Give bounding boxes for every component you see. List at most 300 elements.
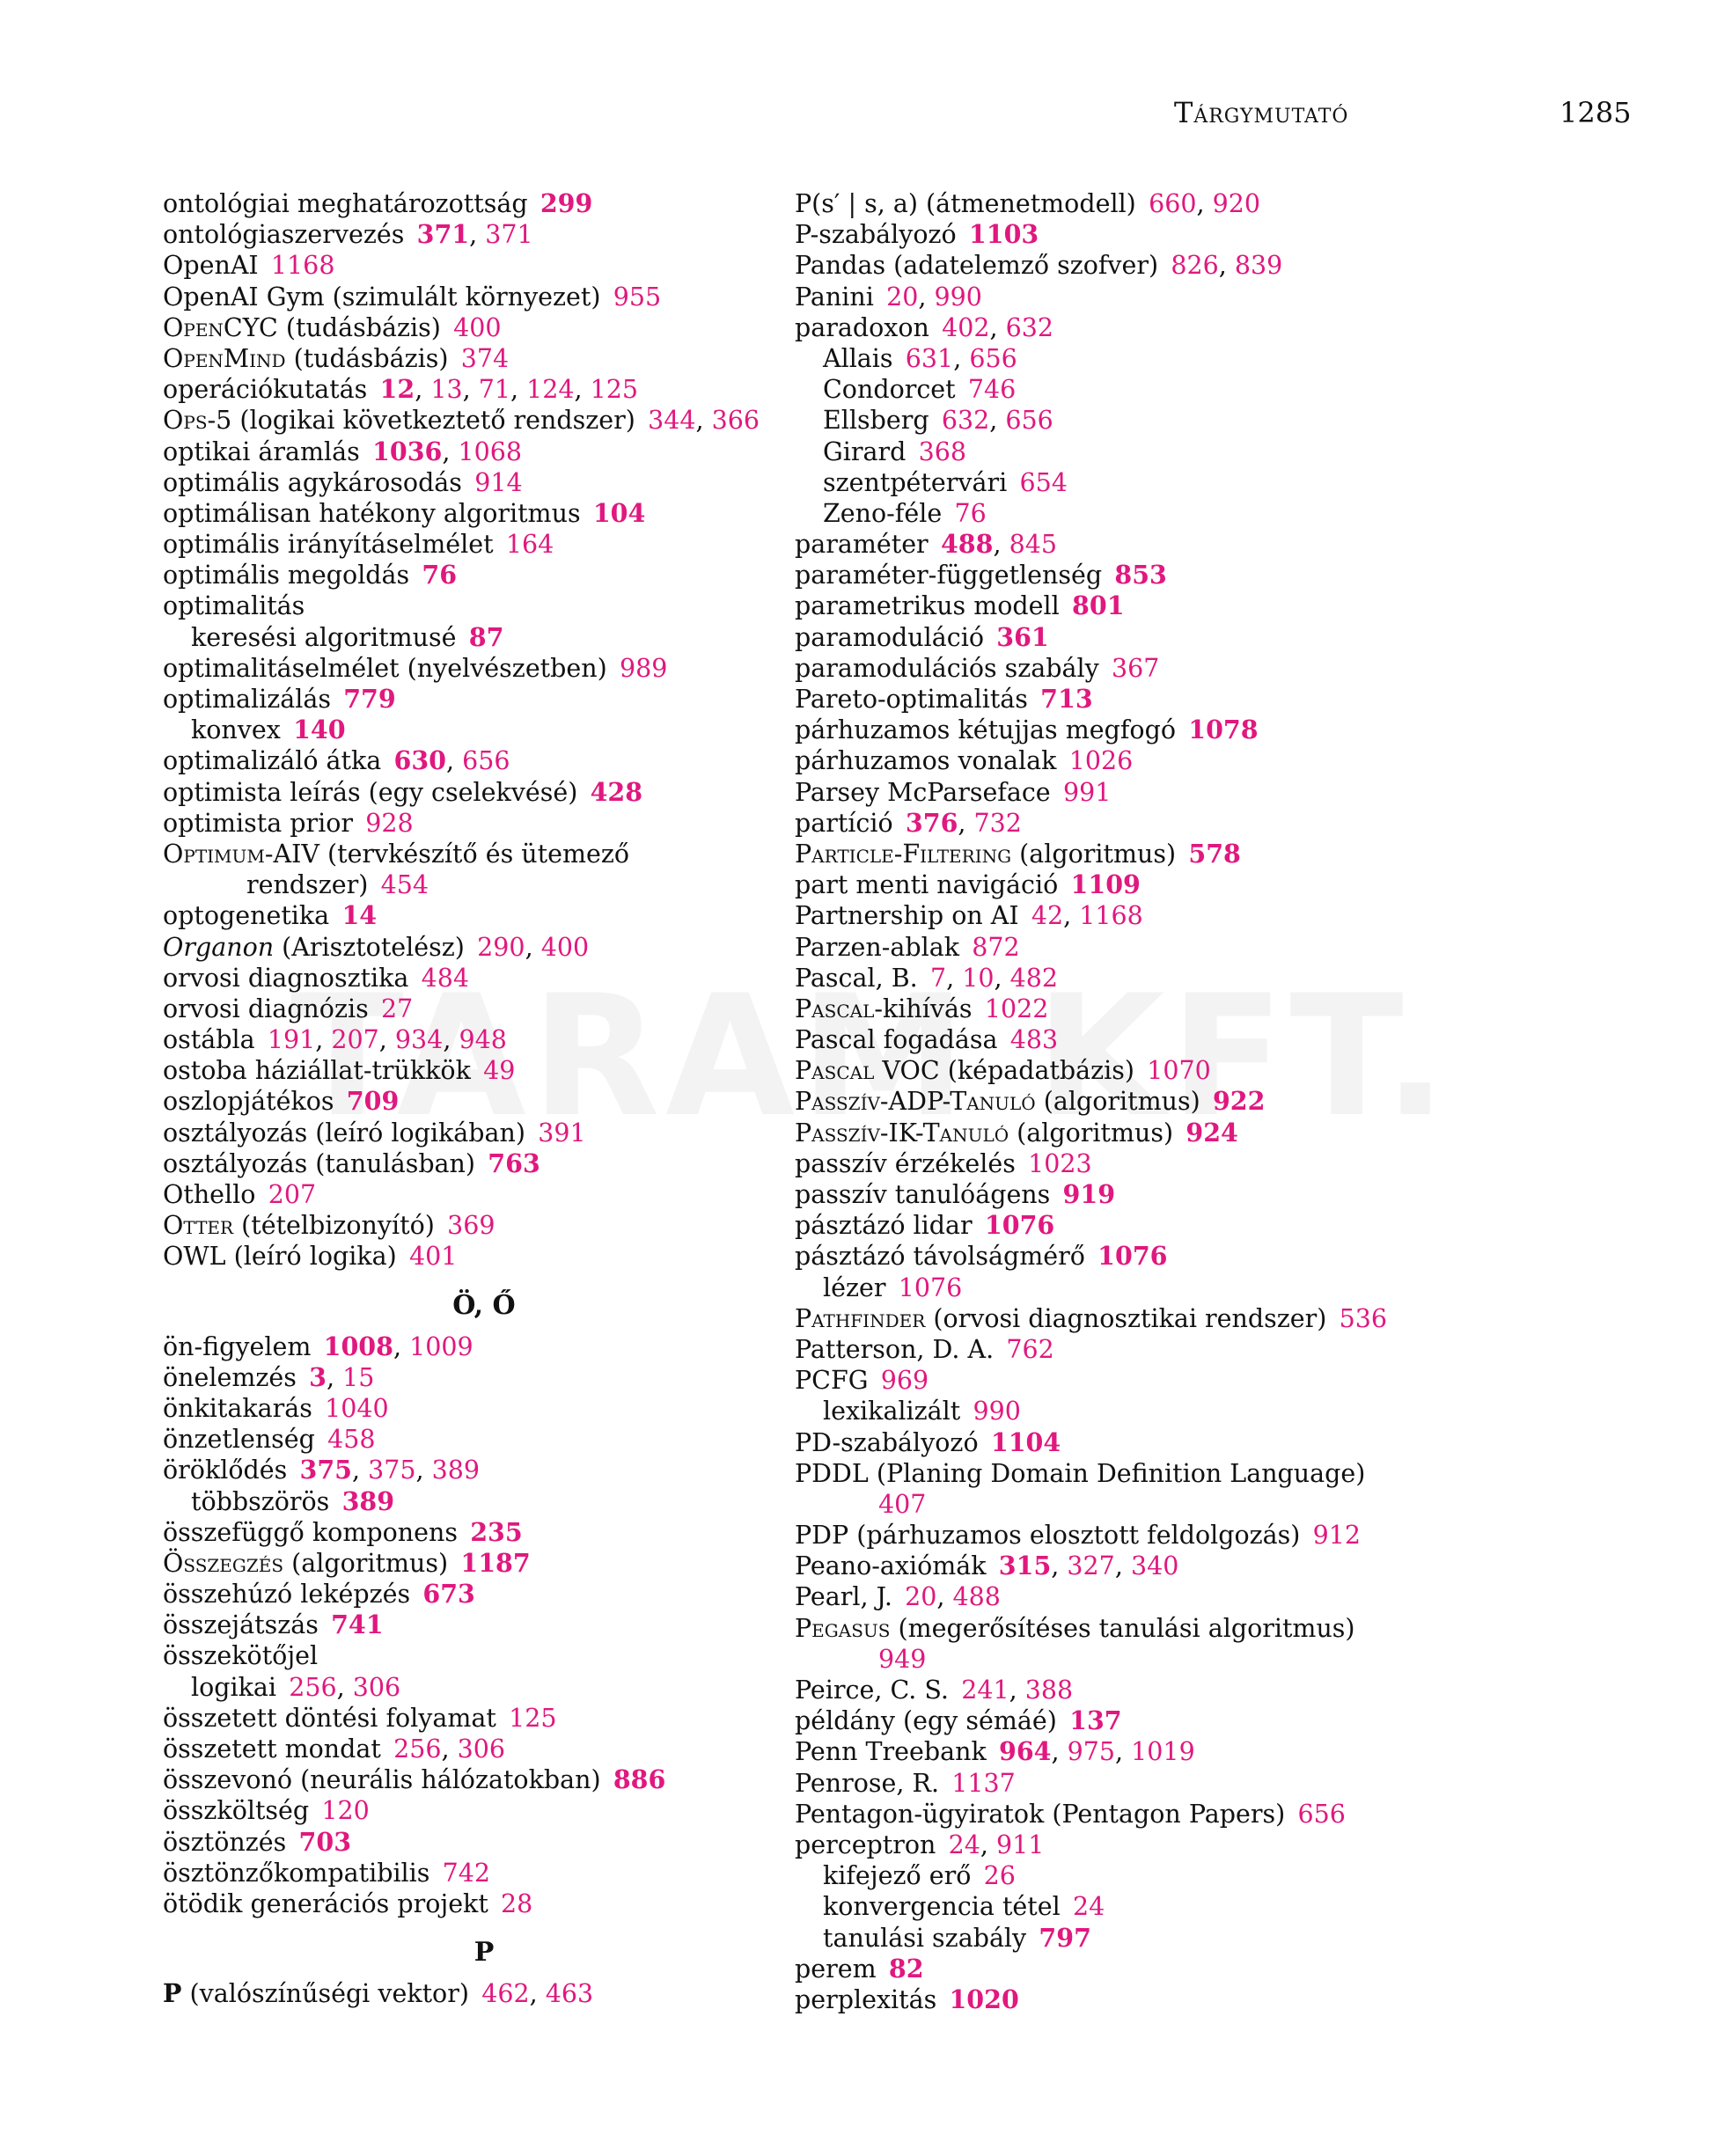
page-reference: 10 xyxy=(962,963,995,993)
entry-term: összefüggő komponens xyxy=(163,1517,458,1547)
entry-term: példány (egy sémáé) xyxy=(795,1706,1057,1736)
entry-term-smallcaps: Optimum-AIV xyxy=(163,839,319,869)
page-reference: 256 xyxy=(289,1672,337,1702)
index-entry xyxy=(163,560,805,590)
index-entry xyxy=(795,839,1587,869)
page-reference: 578 xyxy=(1188,838,1241,869)
page-reference: 656 xyxy=(969,343,1017,373)
entry-term: optimalitás xyxy=(163,591,305,621)
page-reference: 315 xyxy=(998,1551,1052,1581)
entry-term: (képadatbázis) xyxy=(939,1056,1135,1086)
page-reference: 407 xyxy=(878,1489,927,1519)
index-entry xyxy=(163,684,805,715)
index-entry: perceptron 24, 911 xyxy=(795,1830,1045,1859)
entry-term: oszlopjátékos xyxy=(163,1087,334,1117)
index-entry xyxy=(163,1424,805,1455)
page-reference: 826 xyxy=(1171,251,1219,281)
index-entry: Peano-axiómák 315, 327, 340 xyxy=(795,1551,1179,1581)
index-entry: Pascal, B. 7, 10, 482 xyxy=(795,963,1059,993)
page-reference: 1009 xyxy=(409,1331,473,1361)
index-entry: P (valószínűségi vektor) 462, 463 xyxy=(163,1978,594,2009)
entry-term: Pandas (adatelemző szofver) xyxy=(795,251,1159,281)
page-reference: 26 xyxy=(983,1861,1016,1891)
index-entry xyxy=(163,1703,805,1734)
page-reference: 241 xyxy=(961,1676,1009,1705)
page-reference: 458 xyxy=(327,1425,376,1455)
index-entry: ostábla 191, 207, 934, 948 xyxy=(163,1025,507,1055)
index-entry xyxy=(163,467,805,498)
page-reference: 207 xyxy=(331,1025,379,1055)
entry-term: Panini xyxy=(795,282,874,312)
page-reference: 42 xyxy=(1031,901,1064,931)
index-entry: P(s′ | s, a) (átmenetmodell) 660, 920 xyxy=(795,189,1260,218)
page-reference: 1137 xyxy=(951,1768,1016,1798)
index-entry xyxy=(795,1086,1587,1117)
entry-term: passzív érzékelés xyxy=(795,1148,1016,1178)
page-reference: 741 xyxy=(331,1610,384,1640)
index-entry: operációkutatás 12, 13, 71, 124, 125 xyxy=(163,374,639,405)
page-reference: 1168 xyxy=(270,251,335,281)
page-reference: 1019 xyxy=(1131,1737,1195,1767)
page-reference: 28 xyxy=(501,1888,533,1918)
entry-term: optimista prior xyxy=(163,808,354,838)
page-reference: 709 xyxy=(346,1086,400,1117)
entry-term: Parzen-ablak xyxy=(795,932,959,962)
index-subentry xyxy=(163,715,805,745)
page-reference: 673 xyxy=(422,1579,475,1610)
page-reference: 934 xyxy=(394,1025,444,1055)
page-reference: 482 xyxy=(1009,963,1059,993)
entry-term: önzetlenség xyxy=(163,1425,315,1455)
page-reference: 125 xyxy=(509,1703,557,1733)
page-reference: 400 xyxy=(540,932,590,962)
section-heading: P xyxy=(473,1937,495,1969)
entry-term-bold: P xyxy=(163,1978,182,2009)
entry-term: Girard xyxy=(823,436,907,466)
entry-term: ostábla xyxy=(163,1025,255,1055)
index-entry xyxy=(163,1579,805,1610)
index-subentry xyxy=(795,1396,1587,1426)
index-subentry xyxy=(795,1272,1587,1303)
entry-term-smallcaps: Pegasus xyxy=(795,1613,891,1643)
index-entry xyxy=(163,1118,805,1148)
entry-term: optimalizáló átka xyxy=(163,746,382,776)
entry-term-smallcaps: Passzív-IK-Tanuló xyxy=(795,1118,1009,1148)
entry-term: lézer xyxy=(823,1272,886,1302)
entry-term: Condorcet xyxy=(823,375,956,405)
page-reference: 428 xyxy=(590,776,643,807)
page-reference: 1104 xyxy=(990,1426,1061,1457)
page-reference: 845 xyxy=(1009,530,1057,560)
page-reference: 1020 xyxy=(949,1984,1019,2014)
index-entry xyxy=(163,1858,805,1888)
page-reference: 839 xyxy=(1234,251,1283,281)
entry-term: (algoritmus) xyxy=(1011,839,1177,869)
index-subentry xyxy=(795,1891,1587,1922)
entry-term: logikai xyxy=(191,1672,277,1702)
page-reference: 922 xyxy=(1212,1086,1266,1117)
page-reference: 1070 xyxy=(1147,1056,1211,1086)
index-entry xyxy=(795,1458,1587,1520)
entry-term: lexikalizált xyxy=(823,1397,961,1426)
entry-term: ön-figyelem xyxy=(163,1331,312,1361)
entry-term: Ellsberg xyxy=(823,406,929,436)
page-reference: 376 xyxy=(905,807,958,838)
entry-term: Partnership on AI xyxy=(795,901,1019,931)
entry-term: paramodulációs szabály xyxy=(795,653,1099,683)
index-entry xyxy=(163,1610,805,1640)
index-entry xyxy=(795,1118,1587,1148)
entry-term: Pascal fogadása xyxy=(795,1025,998,1055)
page-reference: 24 xyxy=(1072,1892,1105,1922)
page-reference: 1068 xyxy=(458,436,523,466)
page-reference: 990 xyxy=(973,1397,1021,1426)
index-entry xyxy=(163,1764,805,1795)
entry-term: PDP (párhuzamos elosztott feldolgozás) xyxy=(795,1521,1301,1551)
index-entry xyxy=(163,1210,805,1241)
page-reference: 49 xyxy=(483,1056,516,1086)
running-head: Tárgymutató xyxy=(1174,96,1349,129)
entry-term: Pareto-optimalitás xyxy=(795,685,1028,714)
entry-term: optimálisan hatékony algoritmus xyxy=(163,498,581,528)
index-entry: paraméter 488, 845 xyxy=(795,529,1057,560)
page-reference: 14 xyxy=(341,900,378,931)
page-reference: 207 xyxy=(268,1180,317,1210)
entry-term: optimalizálás xyxy=(163,685,331,714)
index-entry: Organon (Arisztotelész) 290, 400 xyxy=(163,932,590,962)
entry-term-smallcaps: Összegzés xyxy=(163,1548,284,1578)
page-reference: 762 xyxy=(1006,1334,1054,1364)
entry-term: (algoritmus) xyxy=(1035,1087,1200,1117)
entry-term: OpenAI Gym (szimulált környezet) xyxy=(163,282,601,312)
page-reference: 886 xyxy=(613,1764,666,1795)
entry-term: pásztázó távolságmérő xyxy=(795,1242,1085,1272)
entry-term: párhuzamos vonalak xyxy=(795,746,1057,776)
entry-term: Pascal, B. xyxy=(795,963,918,993)
page-reference: 391 xyxy=(538,1118,586,1148)
entry-term: Penrose, R. xyxy=(795,1768,940,1798)
entry-term: optimális megoldás xyxy=(163,561,410,590)
entry-term: orvosi diagnózis xyxy=(163,994,369,1023)
entry-term: többszörös xyxy=(191,1486,330,1516)
page-reference: 369 xyxy=(447,1211,495,1241)
index-entry xyxy=(163,529,805,560)
page-reference: 76 xyxy=(422,560,458,590)
index-subentry: Ellsberg 632, 656 xyxy=(823,406,1053,436)
index-entry: ön-figyelem 1008, 1009 xyxy=(163,1331,473,1361)
entry-term-smallcaps: Passzív-ADP-Tanuló xyxy=(795,1087,1036,1117)
page-reference: 76 xyxy=(954,498,987,528)
index-entry: Pandas (adatelemző szofver) 826, 839 xyxy=(795,251,1283,281)
entry-term: Peano-axiómák xyxy=(795,1551,987,1581)
page-reference: 990 xyxy=(934,282,982,312)
page-reference: 654 xyxy=(1019,467,1068,497)
page-reference: 368 xyxy=(918,436,967,466)
page-reference: 299 xyxy=(540,188,593,218)
page-reference: 1022 xyxy=(984,994,1049,1023)
index-entry xyxy=(163,282,805,312)
index-entry xyxy=(795,1334,1587,1365)
entry-term: perplexitás xyxy=(795,1984,937,2014)
index-entry: partíció 376, 732 xyxy=(795,807,1022,838)
entry-term: Patterson, D. A. xyxy=(795,1334,995,1364)
page-reference: 20 xyxy=(905,1582,937,1612)
entry-term: ösztönzőkompatibilis xyxy=(163,1858,430,1888)
entry-continuation xyxy=(795,1489,1587,1520)
index-subentry xyxy=(795,374,1587,405)
index-entry xyxy=(163,900,805,931)
entry-term: párhuzamos kétujjas megfogó xyxy=(795,715,1176,745)
page-reference: 801 xyxy=(1072,590,1125,621)
page-reference: 306 xyxy=(352,1672,401,1702)
page-reference: 1076 xyxy=(898,1272,963,1302)
index-entry xyxy=(163,994,805,1024)
page-reference: 949 xyxy=(878,1644,927,1674)
entry-term: összekötőjel xyxy=(163,1641,319,1671)
page-reference: 914 xyxy=(474,467,523,497)
entry-term: tanulási szabály xyxy=(823,1923,1027,1953)
page-reference: 1168 xyxy=(1079,901,1143,931)
entry-term: partíció xyxy=(795,808,893,838)
index-entry xyxy=(795,1365,1587,1396)
entry-term: optimista leírás (egy cselekvésé) xyxy=(163,777,578,807)
page-reference: 1036 xyxy=(372,436,443,466)
index-entry xyxy=(163,312,805,343)
index-entry xyxy=(795,1024,1587,1055)
index-entry: Pearl, J. 20, 488 xyxy=(795,1582,1001,1612)
entry-term: optikai áramlás xyxy=(163,436,360,466)
page-reference: 948 xyxy=(459,1025,507,1055)
index-entry xyxy=(795,1984,1587,2015)
section-heading: Ö, Ő xyxy=(452,1289,516,1321)
entry-term: Penn Treebank xyxy=(795,1737,987,1767)
page-reference: 124 xyxy=(526,375,575,405)
entry-term: Zeno-féle xyxy=(823,498,943,528)
page-reference: 742 xyxy=(442,1858,491,1888)
entry-term-smallcaps: Pascal VOC xyxy=(795,1056,940,1086)
index-entry: összetett mondat 256, 306 xyxy=(163,1734,505,1764)
entry-term: (tudásbázis) xyxy=(285,343,449,373)
index-entry: optimalizáló átka 630, 656 xyxy=(163,745,510,776)
page-reference: 371 xyxy=(485,220,533,250)
page-reference: 7 xyxy=(929,963,947,993)
index-entry xyxy=(795,1520,1587,1551)
page-reference: 462 xyxy=(481,1979,530,2009)
page-reference: 463 xyxy=(545,1979,594,2009)
page-reference: 87 xyxy=(468,621,504,652)
entry-term: PCFG xyxy=(795,1366,869,1396)
page-reference: 660 xyxy=(1149,189,1197,218)
entry-term: (valószínűségi vektor) xyxy=(181,1979,469,2009)
page-reference: 488 xyxy=(940,529,994,560)
entry-term: (megerősítéses tanulási algoritmus) xyxy=(890,1613,1355,1643)
index-entry xyxy=(795,1768,1587,1799)
entry-term: operációkutatás xyxy=(163,375,368,405)
page-reference: 256 xyxy=(393,1734,442,1764)
page-reference: 389 xyxy=(341,1485,395,1516)
index-subentry xyxy=(795,498,1587,529)
index-entry xyxy=(795,1954,1587,1984)
entry-term: ontológiai meghatározottság xyxy=(163,189,528,218)
index-entry xyxy=(795,1148,1587,1179)
entry-term: perceptron xyxy=(795,1830,936,1859)
page-reference: 779 xyxy=(343,684,396,714)
index-entry: optikai áramlás 1036, 1068 xyxy=(163,436,523,466)
entry-continuation xyxy=(795,1644,1587,1675)
page-number: 1285 xyxy=(1560,96,1632,129)
index-entry xyxy=(163,1148,805,1179)
index-entry xyxy=(795,1799,1587,1830)
page-reference: 1109 xyxy=(1070,869,1141,900)
index-entry xyxy=(795,745,1587,776)
page-reference: 656 xyxy=(1297,1799,1346,1829)
entry-term: OpenAI xyxy=(163,251,259,281)
entry-continuation xyxy=(163,869,805,900)
page-reference: 371 xyxy=(416,219,470,250)
entry-term: önelemzés xyxy=(163,1362,297,1392)
index-column-right xyxy=(795,188,1587,2015)
page-reference: 632 xyxy=(941,406,990,436)
page-reference: 746 xyxy=(967,375,1017,405)
index-entry xyxy=(163,777,805,808)
index-entry xyxy=(795,994,1587,1024)
index-entry xyxy=(795,932,1587,963)
entry-term: Othello xyxy=(163,1180,256,1210)
page-reference: 235 xyxy=(470,1516,523,1547)
page-reference: 656 xyxy=(1005,406,1053,436)
page-reference: 656 xyxy=(462,746,510,776)
page-reference: 375 xyxy=(368,1456,416,1485)
page-reference: 488 xyxy=(952,1582,1001,1612)
entry-term: önkitakarás xyxy=(163,1393,312,1423)
index-entry xyxy=(795,1705,1587,1736)
entry-term-smallcaps: Otter xyxy=(163,1211,234,1241)
index-entry xyxy=(795,715,1587,745)
index-entry xyxy=(163,1393,805,1424)
index-entry: Penn Treebank 964, 975, 1019 xyxy=(795,1736,1195,1767)
page-reference: 872 xyxy=(972,932,1020,962)
entry-term: Parsey McParseface xyxy=(795,777,1051,807)
index-entry xyxy=(163,1517,805,1548)
page-reference: 361 xyxy=(996,621,1049,652)
index-entry xyxy=(163,1827,805,1858)
index-entry xyxy=(795,622,1587,653)
page-reference: 924 xyxy=(1185,1117,1238,1148)
index-entry xyxy=(163,590,805,621)
entry-term: optimális irányításelmélet xyxy=(163,530,494,560)
page-reference: 401 xyxy=(408,1242,458,1272)
page-reference: 911 xyxy=(996,1830,1045,1859)
page-reference: 402 xyxy=(942,312,990,342)
entry-term-smallcaps: Pathfinder xyxy=(795,1303,926,1333)
page-reference: 191 xyxy=(267,1025,316,1055)
page-reference: 3 xyxy=(309,1361,327,1392)
index-entry xyxy=(163,343,805,374)
index-subentry xyxy=(795,467,1587,498)
entry-term: összetett döntési folyamat xyxy=(163,1703,496,1733)
page-reference: 1040 xyxy=(325,1393,389,1423)
entry-term: konvex xyxy=(191,715,281,745)
index-entry: Ops-5 (logikai következtető rendszer) 344, 366 xyxy=(163,406,760,436)
page-reference: 1076 xyxy=(1097,1241,1168,1272)
page-reference: 388 xyxy=(1024,1676,1074,1705)
entry-term-smallcaps: Ops-5 xyxy=(163,406,232,436)
page-reference: 763 xyxy=(488,1148,540,1178)
page-reference: 969 xyxy=(880,1366,929,1396)
entry-term: paraméter xyxy=(795,530,929,560)
page-reference: 912 xyxy=(1312,1521,1362,1551)
index-entry xyxy=(163,808,805,839)
page-reference: 389 xyxy=(431,1456,481,1485)
entry-term: összevonó (neurális hálózatokban) xyxy=(163,1765,601,1795)
entry-term: osztályozás (leíró logikában) xyxy=(163,1118,525,1148)
page-reference: 630 xyxy=(393,745,447,776)
index-entry xyxy=(163,498,805,529)
entry-term-continued: rendszer) xyxy=(246,870,369,900)
entry-term: paraméter-függetlenség xyxy=(795,561,1103,590)
entry-term: ontológiaszervezés xyxy=(163,220,405,250)
index-entry xyxy=(795,1179,1587,1210)
page-reference: 367 xyxy=(1112,653,1160,683)
entry-term: öröklődés xyxy=(163,1456,288,1485)
page-reference: 140 xyxy=(293,715,346,745)
entry-term: szentpétervári xyxy=(823,467,1008,497)
entry-term-italic: Organon xyxy=(163,932,275,962)
entry-term: perem xyxy=(795,1954,877,1984)
index-entry xyxy=(163,1795,805,1826)
page-reference: 20 xyxy=(886,282,919,312)
entry-term: (algoritmus) xyxy=(1009,1118,1174,1148)
entry-term-smallcaps: OpenMind xyxy=(163,343,286,373)
page-reference: 82 xyxy=(888,1953,924,1984)
entry-term: -kihívás xyxy=(874,994,973,1023)
page-reference: 15 xyxy=(342,1362,375,1392)
page-reference: 919 xyxy=(1062,1179,1116,1209)
page-reference: 27 xyxy=(380,994,414,1023)
page-reference: 327 xyxy=(1067,1551,1115,1581)
entry-term: Pentagon-ügyiratok (Pentagon Papers) xyxy=(795,1799,1286,1829)
index-entry xyxy=(163,1055,805,1086)
page-reference: 797 xyxy=(1039,1922,1091,1953)
page-reference: 1026 xyxy=(1068,746,1134,776)
index-entry xyxy=(795,777,1587,808)
page-reference: 24 xyxy=(948,1830,980,1859)
page-reference: 125 xyxy=(590,375,639,405)
entry-term: optogenetika xyxy=(163,901,330,931)
page-reference: 104 xyxy=(592,497,646,528)
index-entry xyxy=(795,219,1587,250)
page-reference: 12 xyxy=(379,374,415,405)
index-entry xyxy=(163,1179,805,1210)
page-reference: 928 xyxy=(365,808,414,838)
index-entry xyxy=(163,1888,805,1919)
index-entry xyxy=(795,1303,1587,1334)
index-entry xyxy=(163,653,805,684)
page-reference: 1076 xyxy=(984,1210,1055,1241)
index-entry xyxy=(795,1241,1587,1272)
page-reference: 120 xyxy=(321,1796,370,1826)
page-reference: 1103 xyxy=(968,219,1039,250)
entry-term: Pearl, J. xyxy=(795,1582,892,1612)
entry-term: (Arisztotelész) xyxy=(274,932,465,962)
entry-term: (algoritmus) xyxy=(283,1548,449,1578)
page-reference: 964 xyxy=(999,1736,1052,1767)
index-entry xyxy=(795,1210,1587,1241)
page-reference: 306 xyxy=(457,1734,505,1764)
page-reference: 483 xyxy=(1009,1025,1059,1055)
entry-term: orvosi diagnosztika xyxy=(163,963,409,993)
index-entry xyxy=(795,653,1587,684)
